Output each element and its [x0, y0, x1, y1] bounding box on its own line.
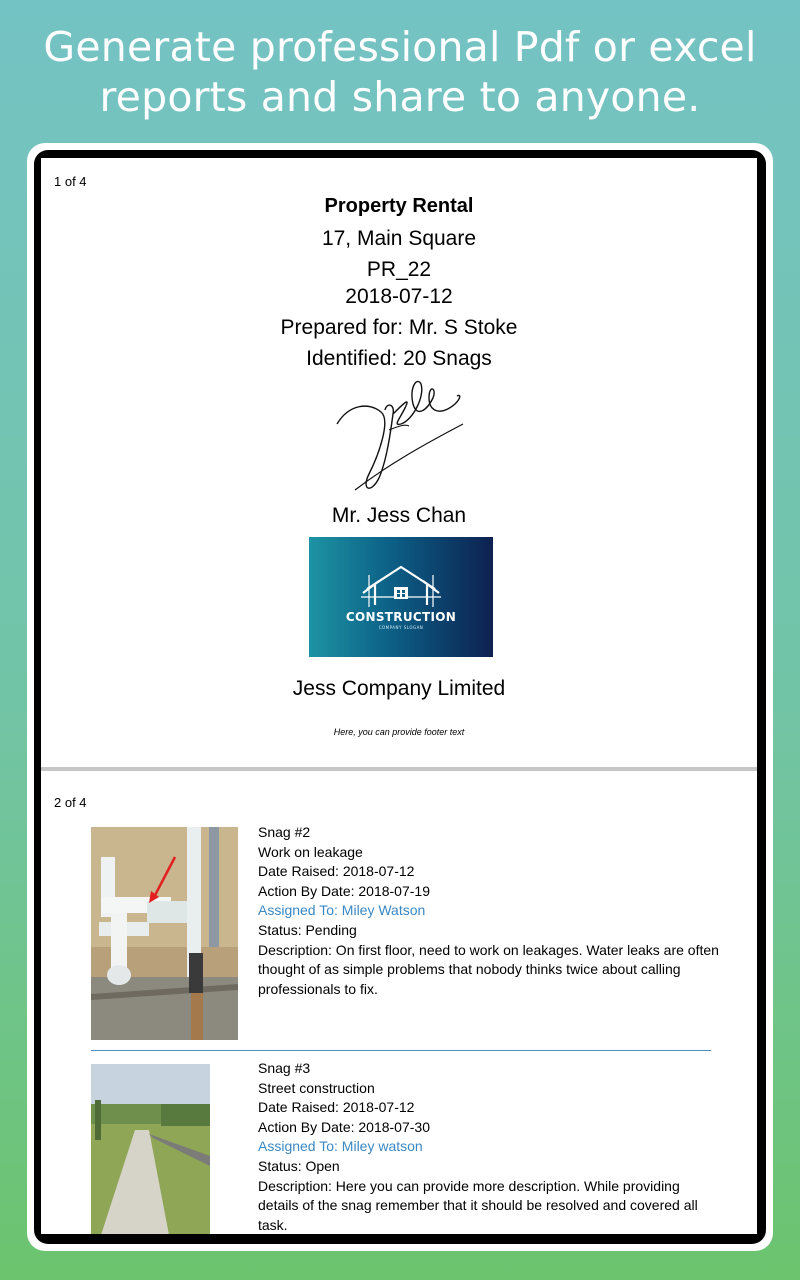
snag-photo-street — [91, 1064, 210, 1234]
report-page-2 — [41, 771, 757, 1234]
property-address: 17, Main Square — [321, 227, 477, 250]
report-viewer[interactable] — [41, 158, 757, 1234]
snag-assigned-link[interactable]: Assigned To: Miley Watson — [258, 902, 426, 919]
page-indicator: 2 of 4 — [54, 795, 87, 810]
snag-description: Description: On first floor, need to work on leakages. Water leaks are often thought of as simple problems that nobody thinks twice about calling professionals to fix. — [258, 941, 719, 997]
snag-assigned-link[interactable]: Assigned To: Miley watson — [258, 1138, 423, 1155]
page-indicator: 1 of 4 — [54, 174, 87, 189]
property-code: PR_22 — [366, 258, 432, 281]
snag-photo-leakage — [91, 827, 238, 1040]
report-footer: Here, you can provide footer text — [333, 727, 465, 737]
snag-details — [258, 823, 720, 999]
house-icon — [309, 537, 493, 657]
snag-date-raised: Date Raised: 2018-07-12 — [258, 863, 415, 880]
snag-count: Identified: 20 Snags — [306, 347, 492, 370]
snag-date-raised: Date Raised: 2018-07-12 — [258, 1099, 415, 1116]
snag-number: Snag #2 — [258, 824, 311, 840]
snag-action-date: Action By Date: 2018-07-30 — [258, 1118, 430, 1135]
promo-line-1: Generate professional Pdf or excel — [43, 23, 757, 71]
company-name: Jess Company Limited — [292, 677, 506, 700]
report-page-1 — [41, 158, 757, 767]
logo-slogan: COMPANY SLOGAN — [378, 625, 424, 630]
report-title: Property Rental — [324, 195, 474, 217]
report-date: 2018-07-12 — [345, 285, 453, 308]
snag-title: Work on leakage — [258, 843, 363, 860]
promo-headline — [0, 22, 800, 122]
snag-details — [258, 1059, 720, 1234]
prepared-for: Prepared for: Mr. S Stoke — [280, 316, 518, 339]
promo-line-2: reports and share to anyone. — [99, 73, 701, 121]
signer-name: Mr. Jess Chan — [331, 504, 467, 527]
logo-title: CONSTRUCTION — [345, 610, 457, 624]
signature-image — [329, 374, 469, 496]
snag-status: Status: Open — [258, 1157, 340, 1174]
snag-action-date: Action By Date: 2018-07-19 — [258, 882, 430, 899]
company-logo — [309, 537, 493, 657]
snag-title: Street construction — [258, 1079, 375, 1096]
snag-number: Snag #3 — [258, 1060, 311, 1076]
snag-status: Status: Pending — [258, 921, 357, 938]
snag-description: Description: Here you can provide more description. While providing details of the snag remember that it should be resolved and covered all task. — [258, 1177, 698, 1233]
snag-divider — [91, 1050, 711, 1051]
